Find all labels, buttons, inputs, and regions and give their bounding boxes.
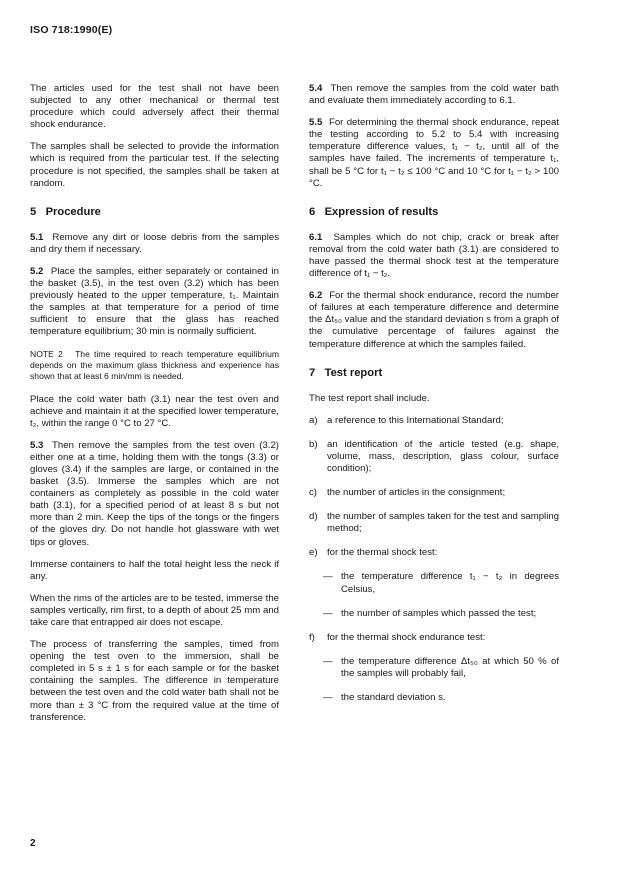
dash-mark: — — [323, 571, 333, 583]
sub-item — [323, 571, 559, 595]
clause-text: Then remove the samples from the cold water bath and evaluate them immediately according to 6.1. — [309, 83, 559, 107]
clause-text: Place the samples, either separately or contained in the basket (3.5), in the test oven (3.2) which has been previously heated to the upper temperature, t₁. Maintain the samples at that temperature for a period of time sufficient to ensure that the glass has reached temperature equilibrium; 30 min is normally sufficient. — [30, 265, 279, 338]
list-item — [309, 547, 559, 559]
list-item — [309, 632, 559, 644]
section-title: Test report — [324, 366, 383, 379]
list-text: for the thermal shock endurance test: — [327, 631, 486, 643]
clause-text: Then remove the samples from the test oven (3.2) either one at a time, holding them with the tongs (3.3) or gloves (3.4) if the samples are large, or contained in the basket (3.5). Immerse the samples which are not containers as completely as possible in the cold water bath (3.1), for a specified period of at least 8 s but not more than 2 min. Keep the tips of the tongs or the fingers of the gloves dry. Do not handle hot glassware with wet tips or gloves. — [30, 439, 279, 548]
list-text: an identification of the article tested (e.g. shape, volume, mass, description, glass colour, surface condition); — [327, 438, 559, 474]
clause-number: 5.2 — [30, 265, 44, 277]
paragraph-cold-bath: Place the cold water bath (3.1) near the test oven and achieve and maintain it at the specified lower temperature, t₂, within the range 0 °C to 27 °C. — [30, 393, 279, 429]
sub-item — [323, 692, 559, 704]
list-text: the number of samples taken for the test and sampling method; — [327, 511, 559, 535]
paragraph-transfer-process: The process of transferring the samples, timed from opening the test oven to the immersion, shall be completed in 5 s ± 1 s for each sample or for the basket containing the samples. The difference in temperature between the test oven and the cold water bath shall not be more than ± 3 °C from the required value at the time of transference. — [30, 639, 279, 723]
paragraph-immerse-containers: Immerse containers to half the total height less the neck if any. — [30, 558, 279, 582]
list-letter: d) — [309, 511, 318, 523]
note-text: The time required to reach temperature equilibrium depends on the maximum glass thickness and experience has shown that at least 6 min/mm is needed. — [30, 348, 280, 381]
clause-5-1 — [30, 232, 279, 256]
sub-item-text: the temperature difference Δt₅₀ at which 50 % of the samples will probably fail, — [341, 655, 559, 679]
list-item — [309, 511, 559, 535]
sub-item — [323, 608, 559, 620]
section-heading-test-report — [309, 367, 559, 380]
clause-text: Remove any dirt or loose debris from the samples and dry them if necessary. — [30, 231, 279, 255]
list-text: the number of articles in the consignment; — [327, 487, 506, 499]
report-items — [309, 415, 559, 704]
section-number: 7 — [309, 366, 316, 379]
list-text: a reference to this International Standard; — [327, 414, 504, 426]
note-2 — [30, 349, 279, 382]
list-item — [309, 487, 559, 499]
sub-item-text: the temperature difference t₁ − t₂ in degrees Celsius, — [341, 571, 559, 595]
dash-mark: — — [323, 655, 333, 667]
list-text: for the thermal shock test: — [327, 547, 438, 559]
list-letter: a) — [309, 414, 318, 426]
clause-5-3 — [30, 440, 279, 549]
sub-item — [323, 656, 559, 680]
section-heading-expression — [309, 206, 559, 219]
clause-number: 6.2 — [309, 290, 323, 302]
clause-text: For determining the thermal shock endurance, repeat the testing according to 5.2 to 5.4 with increasing temperature difference values, t₁ − t₂, until all of the samples have failed. The increments of temperature t₁, shall be 5 °C for t₁ − t₂ ≤ 100 °C and 10 °C for t₁ − t₂ > 100 °C. — [309, 117, 559, 189]
clause-number: 5.4 — [309, 83, 323, 94]
list-item — [309, 415, 559, 427]
clause-number: 5.1 — [30, 231, 44, 243]
paragraph-rims: When the rims of the articles are to be tested, immerse the samples vertically, rim first, to a depth of about 25 mm and take care that entrapped air does not escape. — [30, 592, 280, 628]
clause-text: Samples which do not chip, crack or break after removal from the cold water bath (3.1) are considered to have passed the thermal shock test at the temperature difference of t₁ − t₂. — [309, 231, 559, 280]
clause-6-2 — [309, 290, 559, 350]
clause-text: For the thermal shock endurance, record the number of failures at each temperature difference and determine the Δt₅₀ value and the standard deviation s from a graph of the cumulative percentage of failures against the temperature difference at which the samples failed. — [309, 290, 559, 350]
clause-5-5 — [309, 117, 559, 190]
section-number: 6 — [309, 205, 316, 218]
section-heading-procedure — [30, 206, 279, 219]
clause-number: 5.3 — [30, 439, 44, 451]
clause-number: 5.5 — [309, 117, 323, 129]
list-item — [309, 439, 559, 475]
sub-item-text: the standard deviation s. — [341, 692, 446, 703]
dash-mark: — — [323, 607, 333, 619]
dash-mark: — — [323, 692, 333, 703]
list-letter: c) — [309, 487, 317, 499]
sub-item-text: the number of samples which passed the test; — [341, 607, 537, 619]
page-number: 2 — [30, 838, 36, 849]
list-letter: f) — [309, 631, 315, 643]
section-number: 5 — [30, 205, 37, 218]
list-letter: b) — [309, 438, 318, 450]
clause-6-1 — [309, 232, 559, 280]
report-intro: The test report shall include. — [309, 392, 430, 404]
list-letter: e) — [309, 547, 318, 559]
section-title: Expression of results — [324, 205, 439, 218]
clause-5-4 — [309, 83, 559, 107]
paragraph-articles: The articles used for the test shall not have been subjected to any other mechanical or thermal test procedure which could adversely affect their thermal shock endurance. — [30, 83, 279, 131]
right-column — [309, 83, 559, 716]
paragraph-samples-selection: The samples shall be selected to provide the information which is required from the particular test. If the selecting procedure is not specified, the samples shall be taken at random. — [30, 141, 279, 189]
document-id: ISO 718:1990(E) — [30, 24, 113, 36]
note-label: NOTE 2 — [30, 348, 63, 359]
clause-number: 6.1 — [309, 231, 323, 243]
clause-5-2 — [30, 266, 279, 339]
left-column — [30, 83, 279, 734]
section-title: Procedure — [45, 205, 101, 218]
